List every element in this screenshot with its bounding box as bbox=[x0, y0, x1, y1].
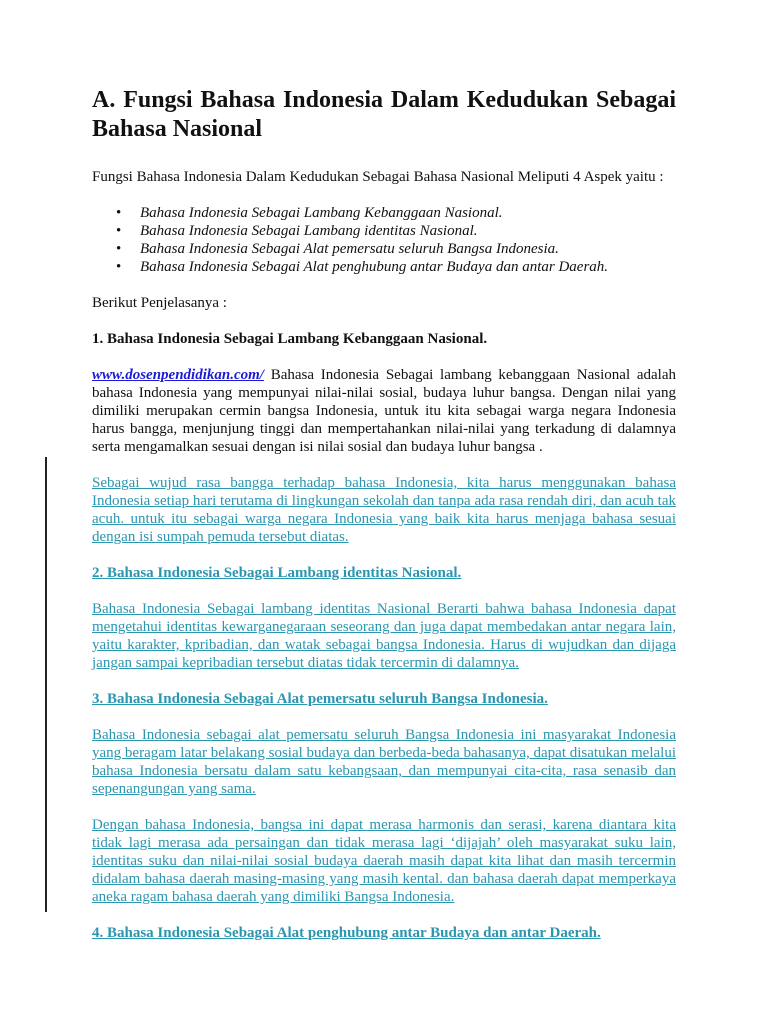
page-heading: A. Fungsi Bahasa Indonesia Dalam Kedudukan Sebagai Bahasa Nasional bbox=[92, 87, 676, 142]
aspect-item: • Bahasa Indonesia Sebagai Lambang identitas Nasional. bbox=[140, 222, 676, 240]
section-2-paragraph[interactable]: Bahasa Indonesia Sebagai lambang identitas Nasional Berarti bahwa bahasa Indonesia dapat mengetahui identitas kewarganegaraan seseorang dan juga dapat membedakan antar negara lain, yaitu karakter, kpribadian, dan watak sebagai bangsa Indonesia. Harus di wujudkan dan dijaga jangan sampai kepribadian tersebut diatas tidak tercermin di dalamnya. bbox=[92, 601, 676, 671]
section-4-title[interactable]: 4. Bahasa Indonesia Sebagai Alat penghubung antar Budaya dan antar Daerah. bbox=[92, 925, 601, 941]
revision-change-bar bbox=[45, 457, 47, 912]
aspects-list bbox=[92, 204, 676, 276]
section-2-title[interactable]: 2. Bahasa Indonesia Sebagai Lambang identitas Nasional. bbox=[92, 565, 462, 581]
section-3-paragraph-2[interactable]: Dengan bahasa Indonesia, bangsa ini dapat merasa harmonis dan serasi, karena diantara kita tidak lagi merasa ada persaingan dan tidak merasa lagi ‘dijajah’ oleh masyarakat suku lain, identitas suku dan nilai-nilai sosial budaya daerah masih dapat kita lihat dan masih tercermin didalam bahasa daerah masing-masing yang masih kental. dan bahasa daerah dapat memperkaya aneka ragam bahasa daerah yang dimiliki Bangsa Indonesia. bbox=[92, 817, 676, 905]
section-1-paragraph bbox=[92, 366, 676, 456]
source-link[interactable]: www.dosenpendidikan.com/ bbox=[92, 367, 264, 383]
section-1-paragraph-2[interactable]: Sebagai wujud rasa bangga terhadap bahasa Indonesia, kita harus menggunakan bahasa Indonesia setiap hari terutama di lingkungan sekolah dan tanpa ada rasa rendah diri, dan acuh tak acuh. untuk itu sebagai warga negara Indonesia yang baik kita harus menjaga bahasa sesuai dengan isi sumpah pemuda tersebut diatas. bbox=[92, 475, 676, 545]
section-1-paragraph-text: Bahasa Indonesia Sebagai lambang kebanggaan Nasional adalah bahasa Indonesia yang mempunyai nilai-nilai sosial, budaya luhur bangsa. Dengan nilai yang dimiliki merupakan cermin bangsa Indonesia, untuk itu kita sebagai warga negara Indonesia harus bangga, menjunjung tinggi dan mempertahankan nilai-nilai yang terkadung di dalamnya serta mengamalkan sesuai dengan isi nilai sosial dan budaya luhur bangsa . bbox=[92, 367, 676, 455]
intro-paragraph: Fungsi Bahasa Indonesia Dalam Kedudukan Sebagai Bahasa Nasional Meliputi 4 Aspek yaitu : bbox=[92, 169, 664, 185]
aspect-item: • Bahasa Indonesia Sebagai Alat pemersatu seluruh Bangsa Indonesia. bbox=[140, 240, 676, 258]
aspect-item: • Bahasa Indonesia Sebagai Alat penghubung antar Budaya dan antar Daerah. bbox=[140, 258, 676, 276]
section-3-paragraph[interactable]: Bahasa Indonesia sebagai alat pemersatu seluruh Bangsa Indonesia ini masyarakat Indonesia yang beragam latar belakang sosial budaya dan berbeda-beda bahasanya, dapat disatukan melalui bahasa Indonesia bersatu dalam satu kebangsaan, dan mempunyai cita-cita, rasa senasib dan sepenangungan yang sama. bbox=[92, 727, 676, 797]
berikut-label: Berikut Penjelasanya : bbox=[92, 295, 227, 311]
aspect-item: • Bahasa Indonesia Sebagai Lambang Kebanggaan Nasional. bbox=[140, 204, 676, 222]
section-1-title: 1. Bahasa Indonesia Sebagai Lambang Kebanggaan Nasional. bbox=[92, 331, 488, 347]
section-3-title[interactable]: 3. Bahasa Indonesia Sebagai Alat pemersatu seluruh Bangsa Indonesia. bbox=[92, 691, 548, 707]
document-page bbox=[92, 86, 676, 942]
